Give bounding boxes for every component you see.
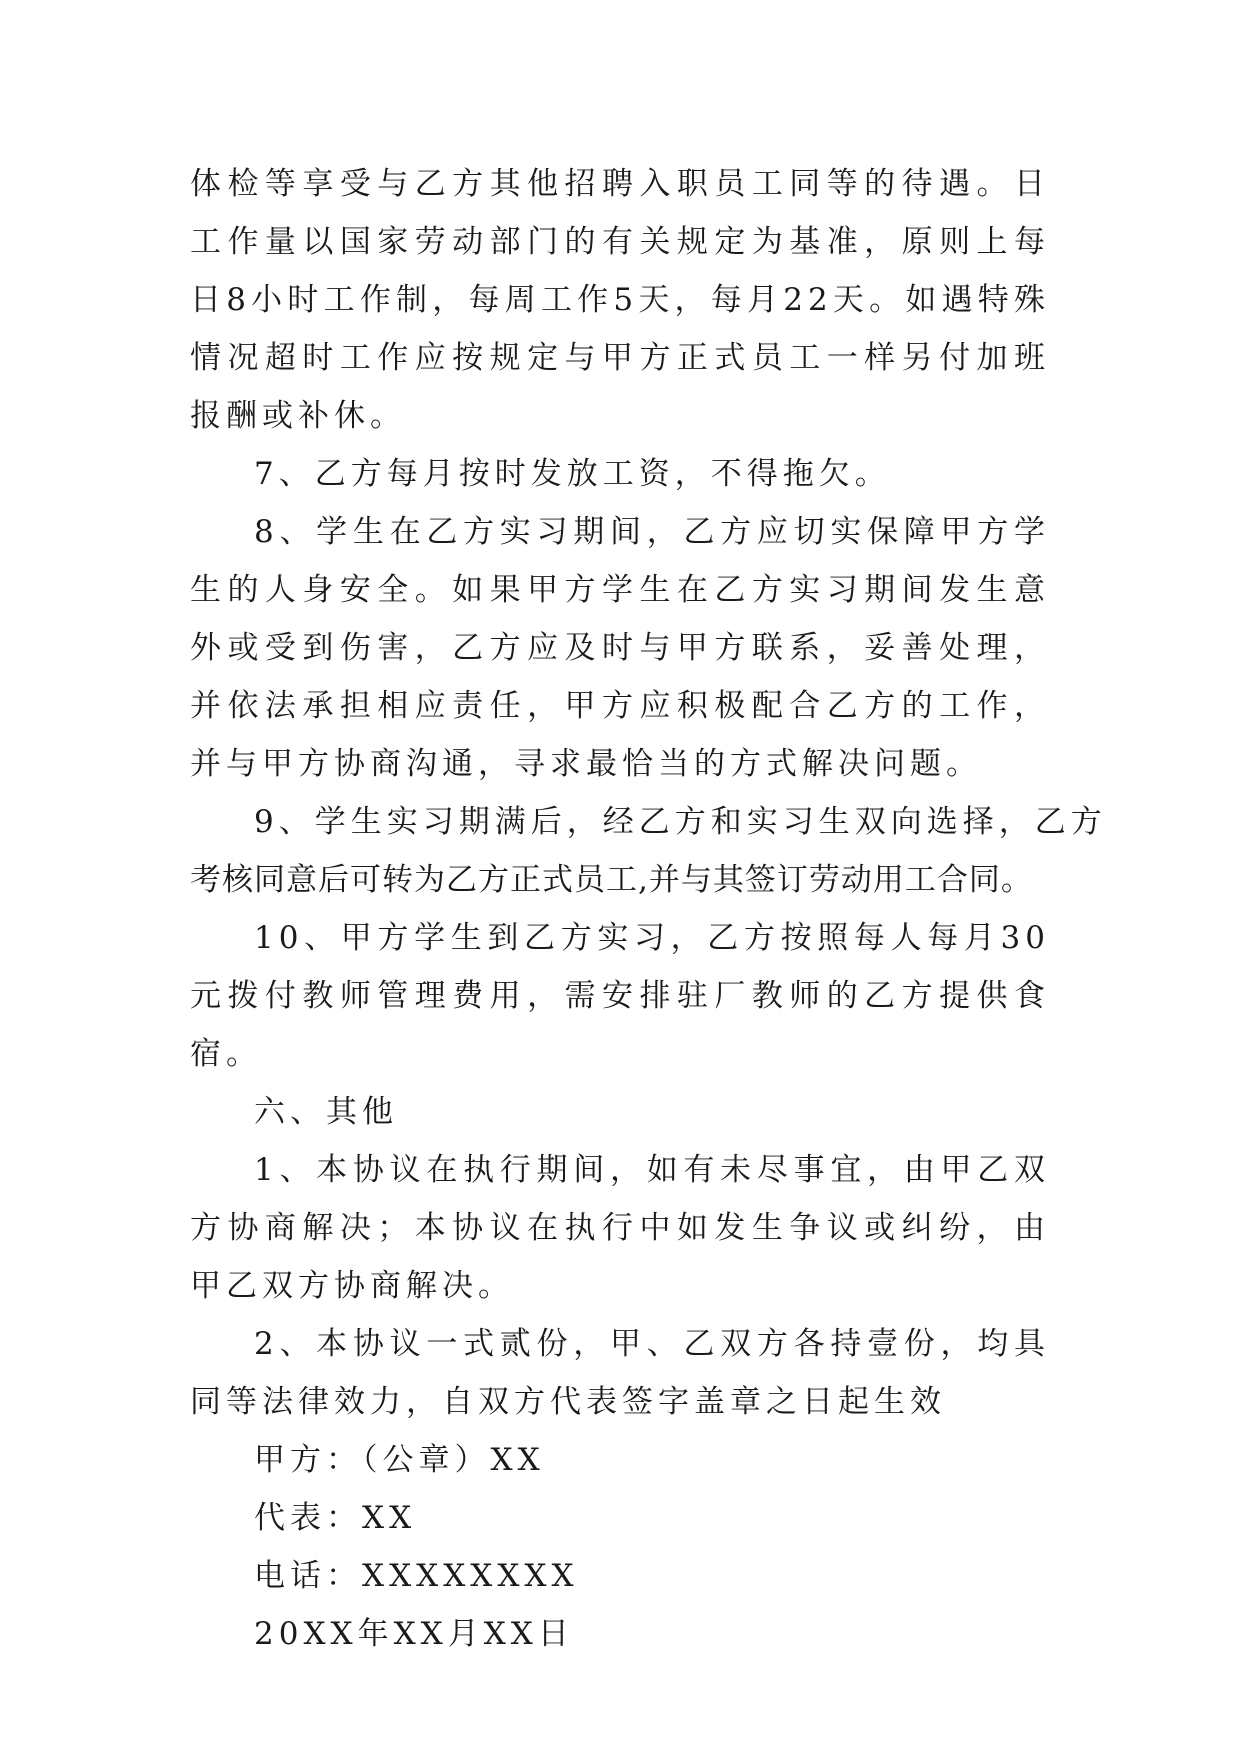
other-clause-2: 2、本协议一式贰份，甲、乙双方各持壹份，均具同等法律效力，自双方代表签字盖章之日起生效 <box>190 1326 1050 1420</box>
representative-line: 代表：XX <box>254 1500 417 1536</box>
clause-10: 10、甲方学生到乙方实习，乙方按照每人每月30元拨付教师管理费用，需安排驻厂教师的乙方提供食宿。 <box>190 920 1050 1072</box>
document-body <box>190 155 1107 1663</box>
phone-line: 电话：XXXXXXXX <box>254 1558 579 1594</box>
date-line: 20XX年XX月XX日 <box>254 1616 574 1652</box>
party-a-seal: 甲方：（公章）XX <box>254 1442 545 1478</box>
clause-7: 7、乙方每月按时发放工资，不得拖欠。 <box>254 456 891 492</box>
clause-9-line-1: 9、学生实习期满后，经乙方和实习生双向选择，乙方 <box>254 804 1107 840</box>
section-6-heading: 六、其他 <box>254 1094 398 1130</box>
clause-8: 8、学生在乙方实习期间，乙方应切实保障甲方学生的人身安全。如果甲方学生在乙方实习期间发生意外或受到伤害，乙方应及时与甲方联系，妥善处理，并依法承担相应责任，甲方应积极配合乙方的工作，并与甲方协商沟通，寻求最恰当的方式解决问题。 <box>190 514 1050 782</box>
other-clause-1: 1、本协议在执行期间，如有未尽事宜，由甲乙双方协商解决；本协议在执行中如发生争议或纠纷，由甲乙双方协商解决。 <box>190 1152 1050 1304</box>
clause-9-line-2: 考核同意后可转为乙方正式员工,并与其签订劳动用工合同。 <box>190 862 1033 898</box>
paragraph-continued: 体检等享受与乙方其他招聘入职员工同等的待遇。日工作量以国家劳动部门的有关规定为基准，原则上每日8小时工作制，每周工作5天，每月22天。如遇特殊情况超时工作应按规定与甲方正式员工一样另付加班报酬或补休。 <box>190 166 1050 434</box>
